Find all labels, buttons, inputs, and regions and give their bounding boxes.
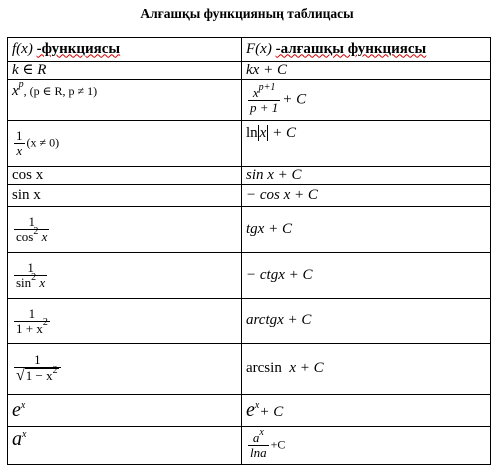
table-row bbox=[8, 80, 491, 121]
row-function-cell: $\frac{1}{x}$ (x ≠ 0) bbox=[8, 121, 242, 167]
row-antiderivative-cell: $e^x+ C$ bbox=[242, 395, 491, 427]
table-row bbox=[8, 62, 491, 80]
fraction: $\frac{a^x}{\ln a}$ bbox=[250, 427, 267, 460]
header-f-symbol: f bbox=[12, 40, 17, 57]
header-F-var: (x) bbox=[255, 40, 272, 57]
fraction: $\frac{1}{x}$ bbox=[16, 128, 23, 158]
row-antiderivative-cell: arctgx + C bbox=[242, 299, 491, 344]
row-antiderivative-cell: − ctgx + C bbox=[242, 253, 491, 299]
antiderivative-table bbox=[7, 37, 491, 465]
table-row bbox=[8, 207, 491, 253]
row-function-cell bbox=[8, 344, 242, 395]
row-function-cell: k ∈ R bbox=[8, 62, 242, 80]
row-function-cell: sin x bbox=[8, 185, 242, 207]
fraction: $\frac{1}{\sin^2 x}$ bbox=[16, 260, 46, 290]
table-header-row bbox=[8, 38, 491, 62]
row-antiderivative-cell: kx + C bbox=[242, 62, 491, 80]
header-f-var: (x) bbox=[16, 40, 33, 57]
document-title: Алғашқы функцияның таблицасы bbox=[140, 6, 354, 21]
row-antiderivative-cell: sin x + C bbox=[242, 167, 491, 185]
row-antiderivative-cell: arcsin x + C bbox=[242, 344, 491, 395]
row-function-cell bbox=[8, 253, 242, 299]
row-antiderivative-cell: $\frac{x^{p+1}}{p + 1}$ + C bbox=[242, 80, 491, 121]
header-antiderivative-label: -алғашқы функциясы bbox=[275, 40, 427, 57]
fraction: $\frac{1}{1 + x^2}$ bbox=[16, 305, 48, 336]
row-antiderivative-cell: tgx + C bbox=[242, 207, 491, 253]
header-function-label: -функциясы bbox=[36, 40, 121, 57]
table-row bbox=[8, 299, 491, 344]
fraction: $\frac{x^{p+1}}{p + 1}$ bbox=[250, 81, 279, 115]
row-function-cell: $a^x$ bbox=[8, 427, 242, 465]
row-antiderivative-cell: ln x + C bbox=[242, 121, 491, 167]
fraction: $\frac{1}{\cos^2 x}$ bbox=[16, 214, 48, 244]
table-row bbox=[8, 344, 491, 395]
table-row bbox=[8, 253, 491, 299]
table-row bbox=[8, 185, 491, 207]
header-F-symbol: F bbox=[246, 40, 256, 57]
row-antiderivative-cell: $\frac{a^x}{\ln a}$ +C bbox=[242, 427, 491, 465]
header-antiderivative-cell bbox=[242, 38, 491, 62]
table-row bbox=[8, 121, 491, 167]
table-row bbox=[8, 167, 491, 185]
row-function-cell bbox=[8, 299, 242, 344]
row-function-cell: $x^p$, (p ∈ R, p ≠ 1) bbox=[8, 80, 242, 121]
table-row bbox=[8, 395, 491, 427]
row-function-cell bbox=[8, 207, 242, 253]
row-function-cell: $e^x$ bbox=[8, 395, 242, 427]
fraction: $\frac{1}{√1 - x^2}$ bbox=[14, 353, 61, 384]
row-function-cell: cos x bbox=[8, 167, 242, 185]
table-row bbox=[8, 427, 491, 465]
header-function-cell bbox=[8, 38, 242, 62]
row-antiderivative-cell: − cos x + C bbox=[242, 185, 491, 207]
